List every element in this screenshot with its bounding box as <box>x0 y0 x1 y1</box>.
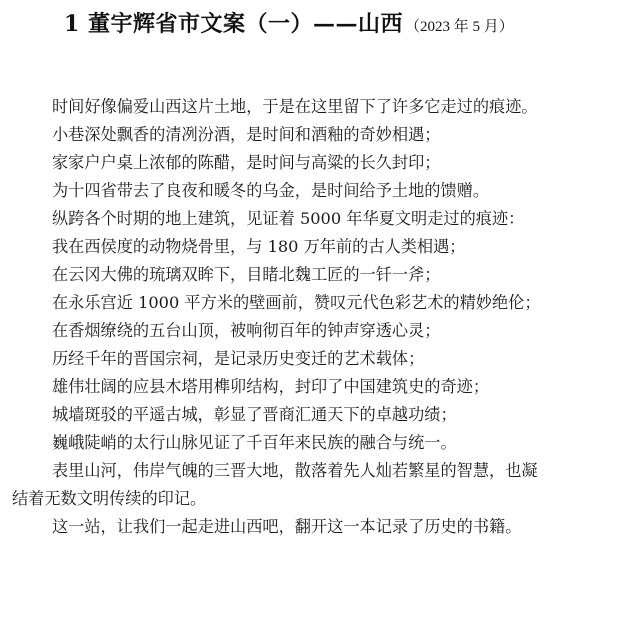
text-line: 雄伟壮阔的应县木塔用榫卯结构，封印了中国建筑史的奇迹； <box>52 377 490 396</box>
text-line: 时间好像偏爱山西这片土地，于是在这里留下了许多它走过的痕迹。 <box>52 97 538 116</box>
text-line: 在云冈大佛的琉璃双眸下，目睹北魏工匠的一钎一斧； <box>52 265 441 284</box>
title-main: 1 董宇辉省市文案（一）——山西 <box>64 11 403 37</box>
document-title <box>64 4 514 44</box>
article-body <box>12 93 612 541</box>
text-line: 在永乐宫近 1000 平方米的壁画前，赞叹元代色彩艺术的精妙绝伦； <box>52 293 541 312</box>
text-line: 表里山河，伟岸气魄的三晋大地，散落着先人灿若繁星的智慧，也凝 <box>52 461 538 480</box>
text-line: 在香烟缭绕的五台山顶，被响彻百年的钟声穿透心灵； <box>52 321 441 340</box>
text-line: 小巷深处飘香的清冽汾酒，是时间和酒釉的奇妙相遇； <box>52 125 441 144</box>
text-line: 家家户户桌上浓郁的陈醋，是时间与高粱的长久封印； <box>52 153 441 172</box>
text-line: 纵跨各个时期的地上建筑，见证着 5000 年华夏文明走过的痕迹： <box>52 209 525 228</box>
text-line: 城墙斑驳的平遥古城，彰显了晋商汇通天下的卓越功绩； <box>52 405 457 424</box>
text-line: 巍峨陡峭的太行山脉见证了千百年来民族的融合与统一。 <box>52 433 457 452</box>
text-line: 为十四省带去了良夜和暖冬的乌金，是时间给予土地的馈赠。 <box>52 181 490 200</box>
title-date: （2023 年 5 月） <box>404 19 514 35</box>
text-line: 这一站，让我们一起走进山西吧，翻开这一本记录了历史的书籍。 <box>52 517 522 536</box>
text-line: 历经千年的晋国宗祠，是记录历史变迁的艺术载体； <box>52 349 425 368</box>
text-line: 我在西侯度的动物烧骨里，与 180 万年前的古人类相遇； <box>52 237 466 256</box>
text-line: 结着无数文明传续的印记。 <box>12 489 207 508</box>
